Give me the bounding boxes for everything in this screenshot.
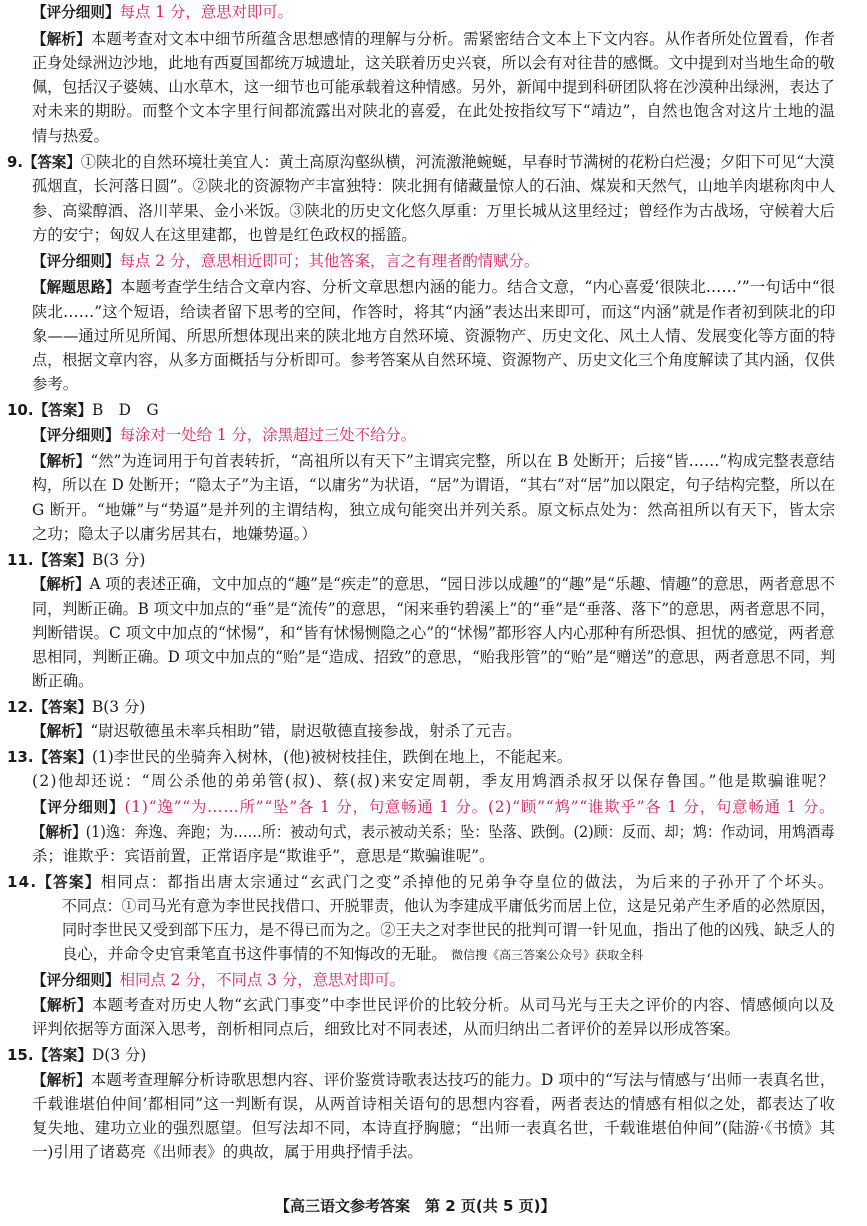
body-text: 之功；隐太子以庸劣居其右，地嫌势逼。） bbox=[32, 525, 317, 543]
section-tag: 【评分细则】 bbox=[32, 427, 120, 444]
text-line bbox=[32, 647, 835, 667]
body-text: 正身处绿洲边沙地，此地有西夏国都统万城遗址，这关联着历史兴衰，所以会有对往昔的感慨。文中提到对当地生命的敬 bbox=[32, 54, 835, 72]
body-text: 判断错误。C 项文中加点的“怵惕”，和“皆有怵惕恻隐之心”的“怵惕”都形容人内心那种有所恐惧、担忧的感觉，两者意 bbox=[32, 624, 835, 642]
text-line bbox=[62, 896, 835, 916]
text-line bbox=[32, 599, 835, 619]
section-tag: 【解题思路】 bbox=[32, 279, 121, 296]
question-number: 12. bbox=[7, 698, 34, 716]
body-text: 象——通过所见所闻、所思所想体现出来的陕北地方自然环境、资源物产、历史文化、风土人情、发展变化等方面的特 bbox=[32, 327, 836, 345]
text-line bbox=[32, 126, 109, 146]
body-text: 相同点：都指出唐太宗通过“玄武门之变”杀掉他的兄弟争夺皇位的做法，为后来的子孙开了个坏头。 bbox=[100, 873, 835, 891]
question-number: 11. bbox=[7, 551, 34, 569]
text-line bbox=[32, 524, 317, 544]
text-line bbox=[7, 747, 572, 768]
text-line bbox=[32, 425, 416, 446]
body-text: 复失地、建功立业的强烈愿望。但写法却不同，本诗直抒胸臆；“出师一表真名世，千载谁堪伯仲间”(陆游·《书愤》其 bbox=[32, 1119, 836, 1137]
section-tag: 【答案】 bbox=[33, 402, 92, 419]
section-tag: 【答案】 bbox=[33, 699, 92, 716]
body-text: B(3 分) bbox=[91, 551, 146, 569]
text-line bbox=[32, 1094, 835, 1114]
scoring-note: 每涂对一处给 1 分，涂黑超过三处不给分。 bbox=[119, 426, 417, 444]
section-tag: 【解析】 bbox=[32, 31, 91, 48]
section-tag: 【答案】 bbox=[33, 749, 92, 766]
text-line bbox=[32, 475, 835, 495]
question-number: 13. bbox=[7, 748, 34, 766]
text-line bbox=[32, 846, 494, 866]
section-tag: 【解析】 bbox=[32, 1072, 91, 1089]
page-footer: 【高三语文参考答案 第 2 页(共 5 页)】 bbox=[275, 1197, 556, 1215]
body-text: 不同点：①司马光有意为李世民找借口、开脱罪责，他认为李建成平庸低劣而居上位，这是兄弟产生矛盾的必然原因， bbox=[62, 897, 836, 915]
body-text: 评判依据等方面深入思考，剖析相同点后，细致比对不同表述，从而归纳出二者评价的差异以形成答案。 bbox=[32, 1020, 740, 1038]
body-text: 陕北……”这个短语，给读者留下思考的空间，作答时，将其“内涵”表达出来即可，而这“内涵”就是作者初到陕北的印 bbox=[32, 303, 836, 321]
body-text: 本题考查学生结合文章内容、分析文章思想内涵的能力。结合文意，“内心喜爱‘很陕北……’”一句话中“很 bbox=[120, 278, 836, 296]
text-line bbox=[62, 920, 835, 940]
body-text: 孤烟直，长河落日圆”。②陕北的资源物产丰富独特：陕北拥有储藏量惊人的石油、煤炭和天然气，山地羊肉堪称肉中人 bbox=[32, 177, 836, 195]
body-text: G 断开。“地嫌”与“势逼”是并列的主谓结构，独立成句能突出并列关系。原文标点处为：然高祖所以有天下，皆太宗 bbox=[32, 501, 836, 519]
body-text: “然”为连词用于句首表转折，“高祖所以有天下”主谓宾完整，所以在 B 处断开；后接“皆……”构成完整表意结 bbox=[90, 452, 835, 470]
section-tag: 【评分细则】 bbox=[32, 972, 120, 989]
text-line bbox=[32, 1118, 835, 1138]
section-tag: 【答案】 bbox=[37, 874, 101, 891]
text-line bbox=[7, 1045, 146, 1066]
body-text: B D G bbox=[91, 401, 159, 419]
text-line bbox=[32, 721, 522, 742]
section-tag: 【评分细则】 bbox=[32, 253, 120, 270]
body-text: (1)逸：奔逸、奔跑；为……所：被动句式，表示被动关系；坠：坠落、跌倒。(2)顾：反而、却；鸩：作动词，用鸩酒毒 bbox=[85, 823, 835, 841]
text-line bbox=[32, 451, 835, 472]
body-text: 对未来的期盼。而整个文本字里行间都流露出对陕北的喜爱，在此处按指纹写下“靖边”，自然也饱含对这片土地的温 bbox=[32, 102, 836, 120]
text-line bbox=[32, 671, 94, 691]
body-text: 思相同，判断正确。D 项文中加点的“贻”是“造成、招致”的意思，“贻我彤管”的“贻”是“赠送”的意思，两者意思不同，判 bbox=[32, 648, 836, 666]
body-text: 杀；谁欺乎：宾语前置，正常语序是“欺谁乎”，意思是“欺骗谁呢”。 bbox=[32, 847, 495, 865]
body-text: 参、高粱醇酒、洛川苹果、金小米饭。③陕北的历史文化悠久厚重：万里长城从这里经过；曾经作为古战场，守候着大后 bbox=[32, 202, 835, 220]
text-line bbox=[32, 326, 835, 346]
text-line bbox=[32, 277, 835, 298]
scoring-note: (1)“逸”“为……所”“坠”各 1 分，句意畅通 1 分。(2)“顾”“鸩”“谁欺乎”各 1 分，句意畅通 1 分。 bbox=[124, 798, 836, 816]
question-number: 14. bbox=[7, 873, 38, 891]
body-text: 断正确。 bbox=[32, 672, 94, 690]
text-line bbox=[32, 500, 835, 520]
section-tag: 【解析】 bbox=[32, 997, 92, 1014]
section-tag: 【答案】 bbox=[22, 154, 81, 171]
section-tag: 【解析】 bbox=[32, 453, 91, 470]
text-line bbox=[32, 822, 835, 843]
text-line bbox=[7, 697, 145, 718]
scoring-note: 相同点 2 分，不同点 3 分，意思对即可。 bbox=[119, 971, 405, 989]
body-text: (1)李世民的坐骑奔入树林，(他)被树枝挂住，跌倒在地上，不能起来。 bbox=[91, 748, 573, 766]
question-number: 9. bbox=[7, 153, 23, 171]
text-line bbox=[32, 1019, 740, 1039]
question-number: 10. bbox=[7, 401, 34, 419]
text-line bbox=[32, 201, 835, 221]
text-line bbox=[32, 350, 835, 370]
text-line bbox=[7, 400, 159, 421]
text-line bbox=[32, 77, 835, 97]
text-line bbox=[32, 101, 835, 121]
section-tag: 【答案】 bbox=[33, 552, 92, 569]
text-line bbox=[62, 944, 643, 965]
body-text: 方的安宁；匈奴人在这里建都，也曾是红色政权的摇篮。 bbox=[32, 226, 417, 244]
text-line bbox=[32, 29, 835, 50]
text-line bbox=[7, 152, 835, 173]
text-line bbox=[32, 771, 835, 791]
body-text: 本题考查理解分析诗歌思想内容、评价鉴赏诗歌表达技巧的能力。D 项中的“写法与情感与‘出师一表真名世， bbox=[90, 1071, 836, 1089]
text-line bbox=[32, 2, 293, 23]
body-text: 一)引用了诸葛亮《出师表》的典故，属于用典抒情手法。 bbox=[32, 1143, 423, 1161]
text-line bbox=[32, 574, 835, 595]
section-tag: 【解析】 bbox=[32, 576, 90, 593]
section-tag: 【评分细则】 bbox=[32, 4, 120, 21]
body-text: 构，所以在 D 处断开；“隐太子”为主语，“以庸劣”为状语，“居”为谓语，“其右”对“居”加以限定，句子结构完整，所以在 bbox=[32, 476, 836, 494]
body-text: ①陕北的自然环境壮美宜人：黄土高原沟壑纵横，河流激滟蜿蜒，早春时节满树的花粉白烂漫；夕阳下可见“大漠 bbox=[80, 153, 835, 171]
text-line bbox=[7, 872, 835, 893]
text-line bbox=[7, 550, 145, 571]
promo-note: 微信搜《高三答案公众号》获取全科 bbox=[439, 948, 644, 962]
body-text: 良心，并命令史官秉笔直书这件事情的不知悔改的无耻。 bbox=[62, 945, 440, 963]
text-line bbox=[32, 797, 835, 818]
section-tag: 【解析】 bbox=[32, 723, 91, 740]
text-line bbox=[32, 1070, 835, 1091]
scoring-note: 每点 2 分，意思相近即可；其他答案，言之有理者酌情赋分。 bbox=[119, 252, 540, 270]
text-line bbox=[32, 302, 835, 322]
body-text: B(3 分) bbox=[91, 698, 146, 716]
body-text: (2)他却还说：“周公杀他的弟弟管(叔)、蔡(叔)来安定周朝，季友用鸩酒杀叔牙以保存鲁国。”他是欺骗谁呢？ bbox=[32, 772, 836, 790]
section-tag: 【解析】 bbox=[32, 824, 86, 841]
text-line bbox=[32, 970, 405, 991]
scoring-note: 每点 1 分，意思对即可。 bbox=[119, 3, 294, 21]
body-text: 同，判断正确。B 项文中加点的“垂”是“流传”的意思，“闲来垂钓碧溪上”的“垂”是“垂落、落下”的意思，两者意思不同， bbox=[32, 600, 836, 618]
text-line bbox=[32, 225, 417, 245]
text-line bbox=[32, 53, 835, 73]
text-line bbox=[32, 995, 835, 1016]
body-text: 情与热爱。 bbox=[32, 127, 109, 145]
text-line bbox=[32, 623, 835, 643]
body-text: 点，根据文章内容，从多方面概括与分析即可。参考答案从自然环境、资源物产、历史文化三个角度解读了其内涵，仅供 bbox=[32, 351, 835, 369]
body-text: 千载谁堪伯仲间’都相同”这一判断有误，从两首诗相关语句的思想内容看，两者表达的情感有相似之处，都表达了收 bbox=[32, 1095, 836, 1113]
question-number: 15. bbox=[7, 1046, 34, 1064]
body-text: 佩，包括汉子婆姨、山水草木，这一细节也可能承载着这种情感。另外，新闻中提到科研团队将在沙漠种出绿洲，表达了 bbox=[32, 78, 835, 96]
section-tag: 【评分细则】 bbox=[32, 799, 125, 816]
body-text: 同时李世民又受到部下压力，是不得已而为之。②王夫之对李世民的批判可谓一针见血，指出了他的凶残、缺乏人的 bbox=[62, 921, 835, 939]
body-text: 本题考查对历史人物“玄武门事变”中李世民评价的比较分析。从司马光与王夫之评价的内容、情感倾向以及 bbox=[92, 996, 836, 1014]
body-text: “尉迟敬德虽未率兵相助”错，尉迟敬德直接参战，射杀了元吉。 bbox=[90, 722, 522, 740]
text-line bbox=[32, 251, 539, 272]
section-tag: 【答案】 bbox=[33, 1047, 92, 1064]
body-text: A 项的表述正确，文中加点的“趣”是“疾走”的意思，“园日涉以成趣”的“趣”是“乐趣、情趣”的意思，两者意思不 bbox=[89, 575, 835, 593]
text-line bbox=[32, 1142, 423, 1162]
body-text: 本题考查对文本中细节所蕴含思想感情的理解与分析。需紧密结合文本上下文内容。从作者所处位置看，作者 bbox=[90, 30, 836, 48]
text-line bbox=[32, 374, 78, 394]
text-line bbox=[32, 176, 835, 196]
body-text: D(3 分) bbox=[91, 1046, 147, 1064]
body-text: 参考。 bbox=[32, 375, 79, 393]
